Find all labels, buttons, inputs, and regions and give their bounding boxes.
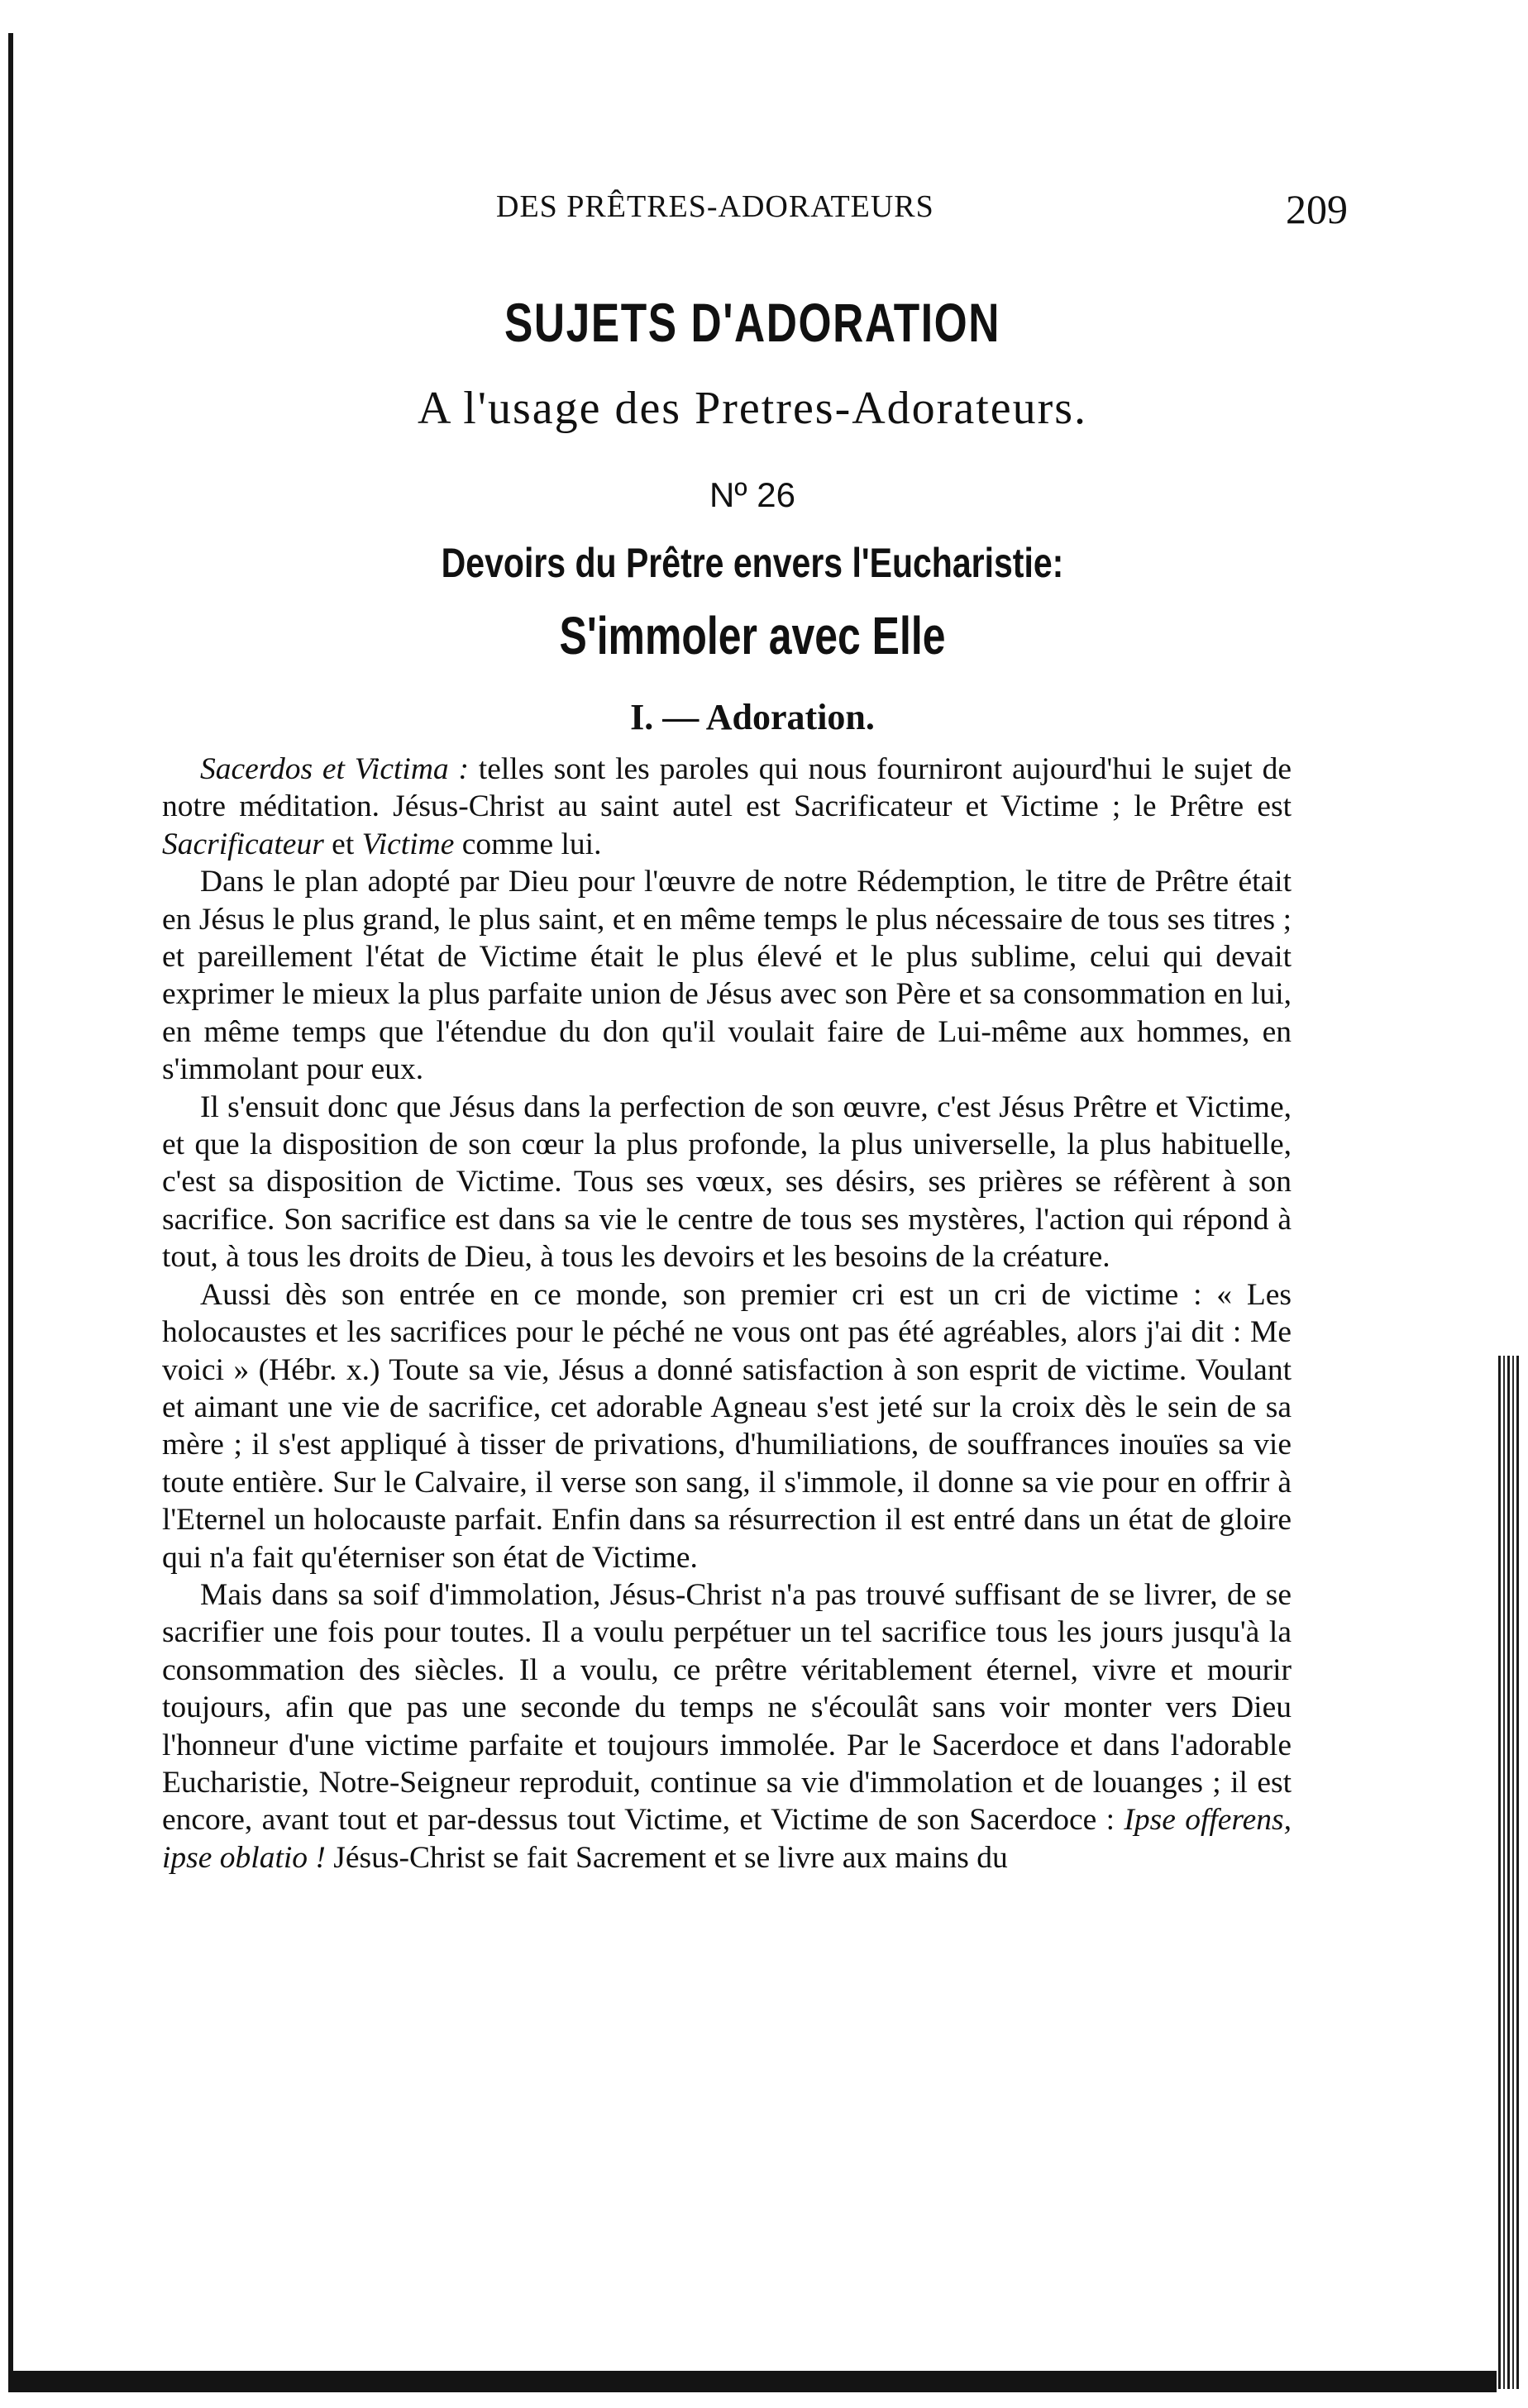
- italic-phrase: Victime: [361, 827, 455, 861]
- running-head: [157, 188, 1348, 238]
- paragraph-text: Jésus-Christ se fait Sacrement et se livre aux mains du: [325, 1840, 1008, 1875]
- page-number: 209: [1286, 186, 1348, 232]
- italic-phrase: Sacerdos et Victima :: [200, 752, 469, 786]
- scan-edge-right: [1498, 1356, 1520, 2389]
- body-text: [162, 751, 1292, 1876]
- scan-edge-left: [8, 33, 13, 2372]
- running-title: DES PRÊTRES-ADORATEURS: [496, 189, 934, 224]
- paragraph-text: Mais dans sa soif d'immolation, Jésus-Christ n'a pas trouvé suffisant de se livrer, de se sacrifier une fois pour toutes. Il a voulu perpétuer un tel sacrifice tous les jours jusqu'à la consommation des siècles. Il a voulu, ce prêtre véritablement éternel, vivre et mourir toujours, afin que pas une seconde du temps ne s'écoulât sans voir monter vers Dieu l'honneur d'une victime parfaite et toujours immolée. Par le Sacerdoce et dans l'adorable Eucharistie, Notre-Seigneur reproduit, continue sa vie d'immolation et de louanges ; il est encore, avant tout et par-dessus tout Victime, et Victime de son Sacerdoce :: [162, 1577, 1292, 1838]
- paragraph: [162, 751, 1292, 863]
- paragraph: Dans le plan adopté par Dieu pour l'œuvre de notre Rédemption, le titre de Prêtre était en Jésus le plus grand, le plus saint, et en même temps le plus nécessaire de tous ses titres ; et pareillement l'état de Victime était le plus élevé et le plus sublime, celui qui devait exprimer le mieux la plus parfaite union de Jésus avec son Père et sa consommation en lui, en même temps que l'étendue du don qu'il voulait faire de Lui-même aux hommes, en s'immolant pour eux.: [162, 865, 1292, 1087]
- paragraph-text: et: [323, 827, 362, 861]
- paragraph-text: comme lui.: [454, 827, 602, 861]
- main-title: SUJETS D'ADORATION: [504, 292, 1000, 353]
- topic-heading: Devoirs du Prêtre envers l'Eucharistie:: [441, 540, 1064, 586]
- subject-number: Nº 26: [709, 475, 796, 514]
- scan-edge-bottom: [8, 2371, 1497, 2392]
- paragraph: Il s'ensuit donc que Jésus dans la perfection de son œuvre, c'est Jésus Prêtre et Victime, et que la disposition de son cœur la plus profonde, la plus universelle, la plus habituelle, c'est sa disposition de Victime. Tous ses vœux, ses désirs, ses prières se réfèrent à son sacrifice. Son sacrifice est dans sa vie le centre de tous ses mystères, l'action qui répond à tout, à tous les droits de Dieu, à tous les devoirs et les besoins de la créature.: [162, 1090, 1292, 1275]
- italic-phrase: Sacrificateur: [162, 827, 324, 861]
- paragraph: [162, 1576, 1292, 1876]
- section-heading: I. — Adoration.: [630, 697, 875, 737]
- paragraph-text: telles sont les paroles qui nous fourniront aujourd'hui le sujet de notre méditation. Jésus-Christ au saint autel est Sacrificateur et Victime ; le Prêtre est: [162, 752, 1292, 824]
- paragraph: Aussi dès son entrée en ce monde, son premier cri est un cri de victime : « Les holocaustes et les sacrifices pour le péché ne vous ont pas été agréables, alors j'ai dit : Me voici » (Hébr. x.) Toute sa vie, Jésus a donné satisfaction à son esprit de victime. Voulant et aimant une vie de sacrifice, cet adorable Agneau s'est jeté sur la croix dès le sein de sa mère ; il s'est appliqué à tisser de privations, d'humiliations, de souffrances inouïes sa vie toute entière. Sur le Calvaire, il verse son sang, il s'immole, il donne sa vie pour en offrir à l'Eternel un holocauste parfait. Enfin dans sa résurrection il est entré dans un état de gloire qui n'a fait qu'éterniser son état de Victime.: [162, 1277, 1292, 1575]
- topic-subheading: S'immoler avec Elle: [559, 606, 946, 665]
- subtitle: A l'usage des Pretres-Adorateurs.: [417, 383, 1088, 434]
- italic-phrase: Ipse offerens, ipse oblatio !: [162, 1803, 1292, 1875]
